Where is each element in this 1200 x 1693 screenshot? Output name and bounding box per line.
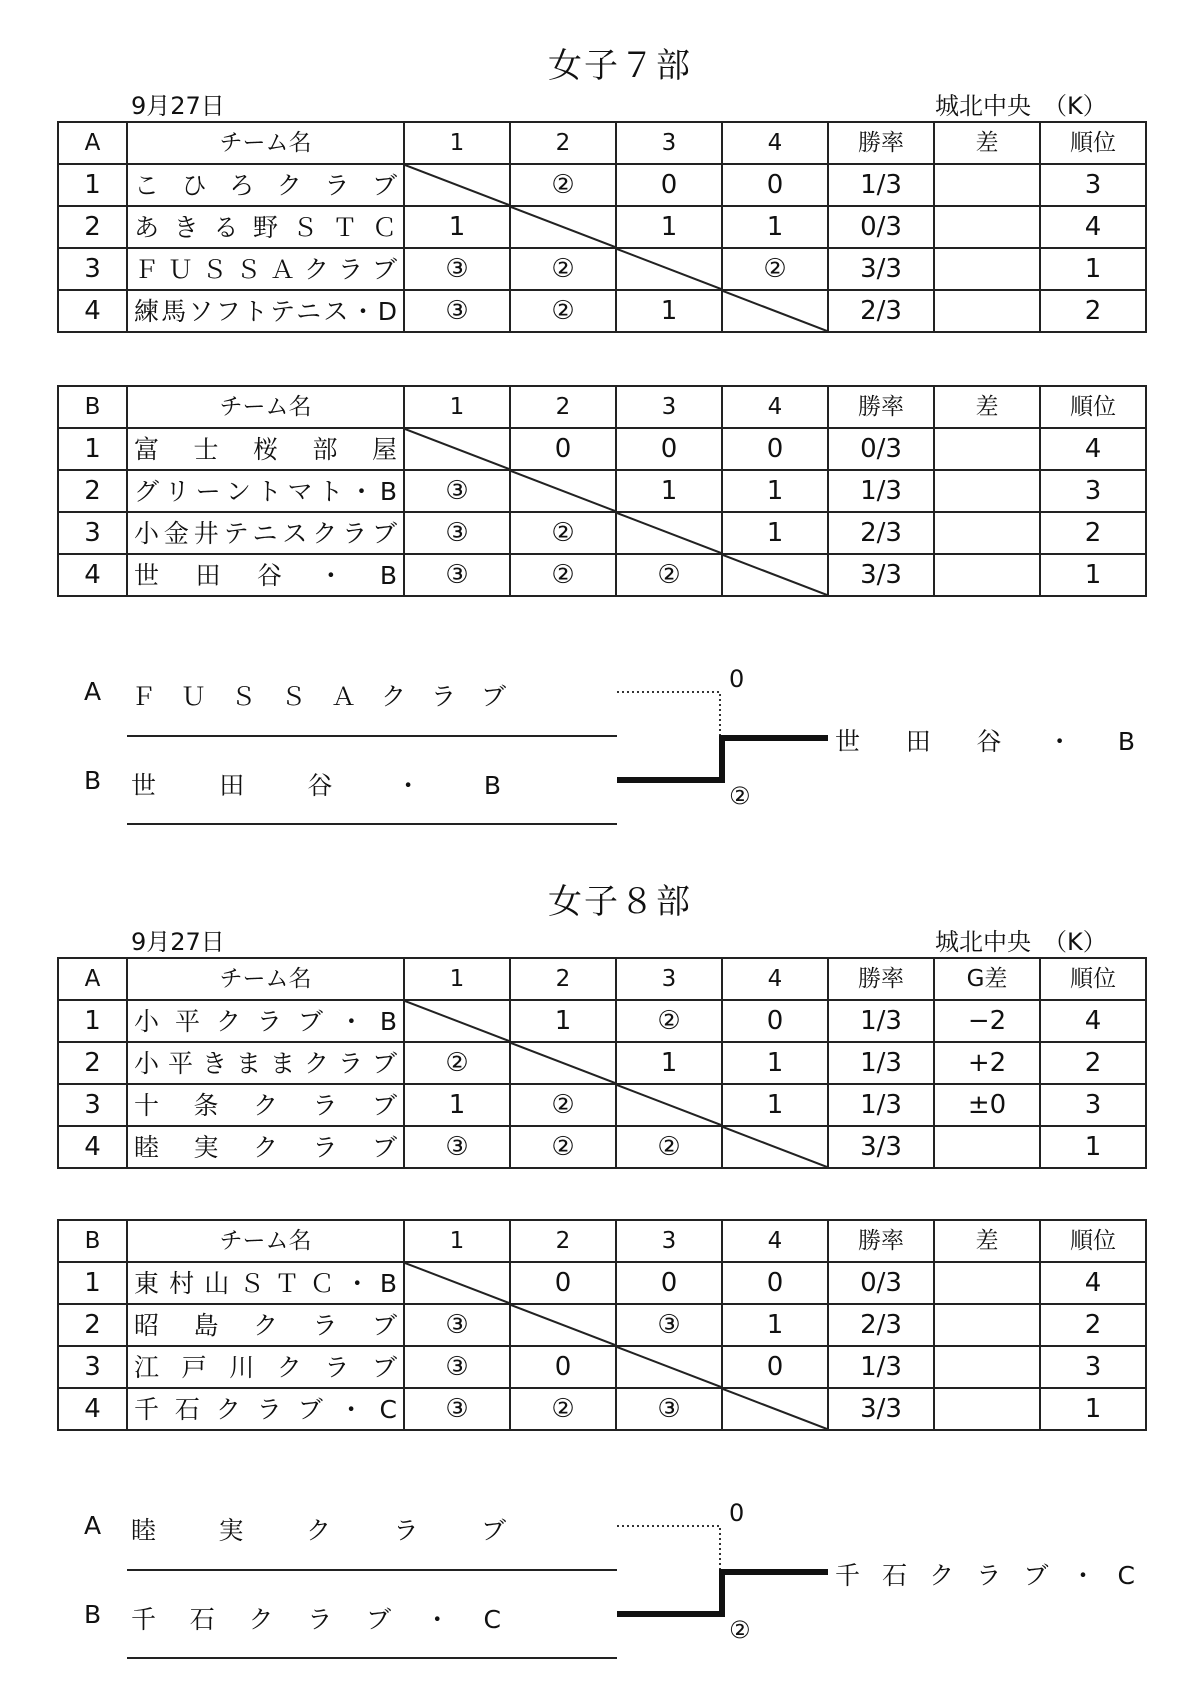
column-header: A (58, 122, 127, 164)
match-result: 1 (616, 290, 722, 332)
final-b-team: 世田谷・B (131, 771, 501, 800)
column-header: 2 (510, 122, 616, 164)
column-header: 勝率 (828, 386, 934, 428)
rank: 4 (1040, 428, 1146, 470)
match-result: ③ (404, 554, 510, 596)
column-header: 3 (616, 958, 722, 1000)
column-header: 3 (616, 1220, 722, 1262)
table-row (58, 1084, 1146, 1126)
diagonal-slash (511, 471, 615, 511)
self-match-cell (404, 164, 510, 206)
row-number: 1 (58, 1262, 127, 1304)
game-difference (934, 1126, 1040, 1168)
win-rate: 1/3 (828, 1346, 934, 1388)
diagonal-slash (723, 555, 827, 595)
game-difference (934, 428, 1040, 470)
self-match-cell (404, 428, 510, 470)
column-header: 2 (510, 1220, 616, 1262)
self-match-cell (722, 1126, 828, 1168)
self-match-cell (404, 1262, 510, 1304)
match-result: 0 (616, 428, 722, 470)
row-number: 3 (58, 1346, 127, 1388)
table-row (58, 1000, 1146, 1042)
column-header: G差 (934, 958, 1040, 1000)
row-number: 2 (58, 206, 127, 248)
row-number: 1 (58, 1000, 127, 1042)
row-number: 2 (58, 1042, 127, 1084)
rank: 4 (1040, 1000, 1146, 1042)
column-header: 4 (722, 1220, 828, 1262)
row-number: 3 (58, 248, 127, 290)
team-name: こひろクラブ (127, 164, 404, 206)
match-result: ② (510, 290, 616, 332)
bracket-loser-path (617, 1526, 720, 1570)
game-difference (934, 512, 1040, 554)
self-match-cell (616, 512, 722, 554)
column-header: チーム名 (127, 1220, 404, 1262)
column-header: 2 (510, 958, 616, 1000)
row-number: 4 (58, 1388, 127, 1430)
win-rate: 0/3 (828, 1262, 934, 1304)
table-row (58, 1346, 1146, 1388)
team-name: 昭島クラブ (127, 1304, 404, 1346)
match-result: ③ (404, 290, 510, 332)
game-difference (934, 1388, 1040, 1430)
match-result: ② (616, 554, 722, 596)
self-match-cell (722, 1388, 828, 1430)
game-difference (934, 248, 1040, 290)
final-b-score: ② (729, 782, 751, 810)
final-a-score: 0 (729, 665, 745, 693)
row-number: 4 (58, 554, 127, 596)
final-b-label: B (84, 766, 102, 795)
match-result: ③ (404, 1388, 510, 1430)
rank: 3 (1040, 1084, 1146, 1126)
win-rate: 1/3 (828, 164, 934, 206)
rank: 1 (1040, 248, 1146, 290)
team-name: 小平きままクラブ (127, 1042, 404, 1084)
match-result: ② (510, 164, 616, 206)
diagonal-slash (511, 1305, 615, 1345)
match-result: ② (510, 1126, 616, 1168)
column-header: チーム名 (127, 958, 404, 1000)
row-number: 1 (58, 164, 127, 206)
match-result: 0 (722, 428, 828, 470)
team-name: 練馬ソフトテニス・D (127, 290, 404, 332)
match-result: ② (616, 1000, 722, 1042)
self-match-cell (722, 554, 828, 596)
final-a-label: A (84, 1511, 102, 1540)
league-table-b (57, 385, 1147, 597)
match-result: 0 (722, 1346, 828, 1388)
table-row (58, 1304, 1146, 1346)
game-difference (934, 470, 1040, 512)
rank: 4 (1040, 1262, 1146, 1304)
match-result: ③ (404, 1346, 510, 1388)
column-header: 2 (510, 386, 616, 428)
column-header: 1 (404, 958, 510, 1000)
column-header: 4 (722, 386, 828, 428)
column-header: 順位 (1040, 386, 1146, 428)
diagonal-slash (405, 429, 509, 469)
diagonal-slash (405, 165, 509, 205)
rank: 3 (1040, 470, 1146, 512)
match-result: 1 (404, 1084, 510, 1126)
match-result: 1 (616, 470, 722, 512)
team-name: 東村山ＳＴＣ・B (127, 1262, 404, 1304)
win-rate: 1/3 (828, 1000, 934, 1042)
table-row (58, 470, 1146, 512)
final-a-team: ＦＵＳＳＡクラブ (131, 682, 506, 711)
win-rate: 2/3 (828, 290, 934, 332)
bracket-loser-path (617, 692, 720, 736)
match-result: 0 (722, 1000, 828, 1042)
row-number: 3 (58, 1084, 127, 1126)
table-row (58, 428, 1146, 470)
match-result: ② (510, 248, 616, 290)
self-match-cell (510, 470, 616, 512)
team-name: 小金井テニスクラブ (127, 512, 404, 554)
diagonal-slash (723, 1389, 827, 1429)
match-result: 0 (722, 1262, 828, 1304)
team-name: 十条クラブ (127, 1084, 404, 1126)
table-row (58, 248, 1146, 290)
match-result: 1 (722, 470, 828, 512)
final-b-score: ② (729, 1616, 751, 1644)
match-result: ③ (404, 1126, 510, 1168)
match-result: ③ (616, 1388, 722, 1430)
column-header: 4 (722, 122, 828, 164)
team-name: 睦実クラブ (127, 1126, 404, 1168)
column-header: 1 (404, 386, 510, 428)
row-number: 2 (58, 1304, 127, 1346)
final-a-team: 睦実クラブ (131, 1516, 506, 1545)
row-number: 3 (58, 512, 127, 554)
game-difference (934, 1262, 1040, 1304)
game-difference (934, 164, 1040, 206)
final-winner: 千石クラブ・C (835, 1561, 1135, 1590)
row-number: 2 (58, 470, 127, 512)
win-rate: 2/3 (828, 1304, 934, 1346)
match-result: ② (510, 1084, 616, 1126)
rank: 2 (1040, 1304, 1146, 1346)
match-result: 1 (616, 206, 722, 248)
team-name: 世田谷・B (127, 554, 404, 596)
diagonal-slash (617, 249, 721, 289)
bracket-winner-path (617, 1572, 828, 1614)
win-rate: 3/3 (828, 1388, 934, 1430)
column-header: 3 (616, 122, 722, 164)
win-rate: 1/3 (828, 1042, 934, 1084)
win-rate: 1/3 (828, 470, 934, 512)
column-header: 3 (616, 386, 722, 428)
match-date: 9月27日 (131, 92, 225, 120)
team-name: グリーントマト・B (127, 470, 404, 512)
self-match-cell (510, 206, 616, 248)
column-header: B (58, 1220, 127, 1262)
column-header: チーム名 (127, 386, 404, 428)
column-header: 勝率 (828, 958, 934, 1000)
column-header: 順位 (1040, 1220, 1146, 1262)
match-result: 0 (510, 1346, 616, 1388)
self-match-cell (616, 1084, 722, 1126)
match-result: ③ (404, 470, 510, 512)
match-result: 0 (510, 1262, 616, 1304)
game-difference (934, 290, 1040, 332)
column-header: A (58, 958, 127, 1000)
section-title: 女子７部 (548, 46, 692, 86)
game-difference (934, 1346, 1040, 1388)
row-number: 4 (58, 290, 127, 332)
match-result: ② (510, 512, 616, 554)
column-header: 勝率 (828, 1220, 934, 1262)
team-name: あきる野ＳＴＣ (127, 206, 404, 248)
table-header-row (58, 1220, 1146, 1262)
table-row (58, 290, 1146, 332)
rank: 3 (1040, 1346, 1146, 1388)
diagonal-slash (617, 513, 721, 553)
diagonal-slash (405, 1001, 509, 1041)
diagonal-slash (723, 1127, 827, 1167)
match-result: ② (722, 248, 828, 290)
column-header: 差 (934, 386, 1040, 428)
match-result: 1 (722, 512, 828, 554)
win-rate: 3/3 (828, 1126, 934, 1168)
win-rate: 2/3 (828, 512, 934, 554)
match-result: ③ (404, 248, 510, 290)
table-row (58, 554, 1146, 596)
rank: 4 (1040, 206, 1146, 248)
section-title: 女子８部 (548, 882, 692, 922)
game-difference (934, 554, 1040, 596)
table-row (58, 164, 1146, 206)
table-row (58, 1388, 1146, 1430)
game-difference: ±0 (934, 1084, 1040, 1126)
match-result: 1 (722, 1084, 828, 1126)
diagonal-slash (511, 207, 615, 247)
game-difference (934, 1304, 1040, 1346)
final-winner: 世田谷・B (835, 727, 1135, 756)
final-b-team: 千石クラブ・C (131, 1605, 501, 1634)
table-row (58, 206, 1146, 248)
diagonal-slash (617, 1085, 721, 1125)
diagonal-slash (405, 1263, 509, 1303)
match-result: 0 (510, 428, 616, 470)
team-name: ＦＵＳＳＡクラブ (127, 248, 404, 290)
table-row (58, 1262, 1146, 1304)
match-result: 1 (722, 206, 828, 248)
diagonal-slash (511, 1043, 615, 1083)
match-result: ③ (616, 1304, 722, 1346)
win-rate: 0/3 (828, 428, 934, 470)
match-result: ② (616, 1126, 722, 1168)
match-result: 1 (722, 1304, 828, 1346)
win-rate: 0/3 (828, 206, 934, 248)
column-header: 順位 (1040, 122, 1146, 164)
rank: 3 (1040, 164, 1146, 206)
final-b-label: B (84, 1600, 102, 1629)
venue: 城北中央 （K） (935, 92, 1107, 120)
final-a-score: 0 (729, 1499, 745, 1527)
column-header: 1 (404, 122, 510, 164)
column-header: 4 (722, 958, 828, 1000)
match-date: 9月27日 (131, 928, 225, 956)
self-match-cell (510, 1042, 616, 1084)
match-result: ③ (404, 1304, 510, 1346)
match-result: ③ (404, 512, 510, 554)
self-match-cell (404, 1000, 510, 1042)
table-row (58, 1042, 1146, 1084)
column-header: 勝率 (828, 122, 934, 164)
rank: 2 (1040, 290, 1146, 332)
column-header: 差 (934, 122, 1040, 164)
game-difference: −2 (934, 1000, 1040, 1042)
match-result: 0 (616, 1262, 722, 1304)
diagonal-slash (617, 1347, 721, 1387)
column-header: 順位 (1040, 958, 1146, 1000)
match-result: ② (510, 554, 616, 596)
column-header: 差 (934, 1220, 1040, 1262)
team-name: 江戸川クラブ (127, 1346, 404, 1388)
column-header: B (58, 386, 127, 428)
league-table-a (57, 957, 1147, 1169)
team-name: 富士桜部屋 (127, 428, 404, 470)
match-result: ② (510, 1388, 616, 1430)
league-table-a (57, 121, 1147, 333)
match-result: 1 (404, 206, 510, 248)
column-header: チーム名 (127, 122, 404, 164)
team-name: 小平クラブ・B (127, 1000, 404, 1042)
win-rate: 1/3 (828, 1084, 934, 1126)
rank: 2 (1040, 1042, 1146, 1084)
game-difference: +2 (934, 1042, 1040, 1084)
bracket-winner-path (617, 738, 828, 780)
game-difference (934, 206, 1040, 248)
match-result: 1 (616, 1042, 722, 1084)
rank: 1 (1040, 1126, 1146, 1168)
match-result: 1 (722, 1042, 828, 1084)
rank: 1 (1040, 1388, 1146, 1430)
team-name: 千石クラブ・C (127, 1388, 404, 1430)
table-row (58, 512, 1146, 554)
final-a-label: A (84, 677, 102, 706)
win-rate: 3/3 (828, 554, 934, 596)
match-result: 0 (616, 164, 722, 206)
table-header-row (58, 122, 1146, 164)
diagonal-slash (723, 291, 827, 331)
self-match-cell (616, 248, 722, 290)
match-result: 1 (510, 1000, 616, 1042)
rank: 1 (1040, 554, 1146, 596)
table-row (58, 1126, 1146, 1168)
venue: 城北中央 （K） (935, 928, 1107, 956)
table-header-row (58, 386, 1146, 428)
self-match-cell (616, 1346, 722, 1388)
self-match-cell (722, 290, 828, 332)
column-header: 1 (404, 1220, 510, 1262)
table-header-row (58, 958, 1146, 1000)
rank: 2 (1040, 512, 1146, 554)
match-result: ② (404, 1042, 510, 1084)
match-result: 0 (722, 164, 828, 206)
win-rate: 3/3 (828, 248, 934, 290)
row-number: 4 (58, 1126, 127, 1168)
row-number: 1 (58, 428, 127, 470)
self-match-cell (510, 1304, 616, 1346)
league-table-b (57, 1219, 1147, 1431)
